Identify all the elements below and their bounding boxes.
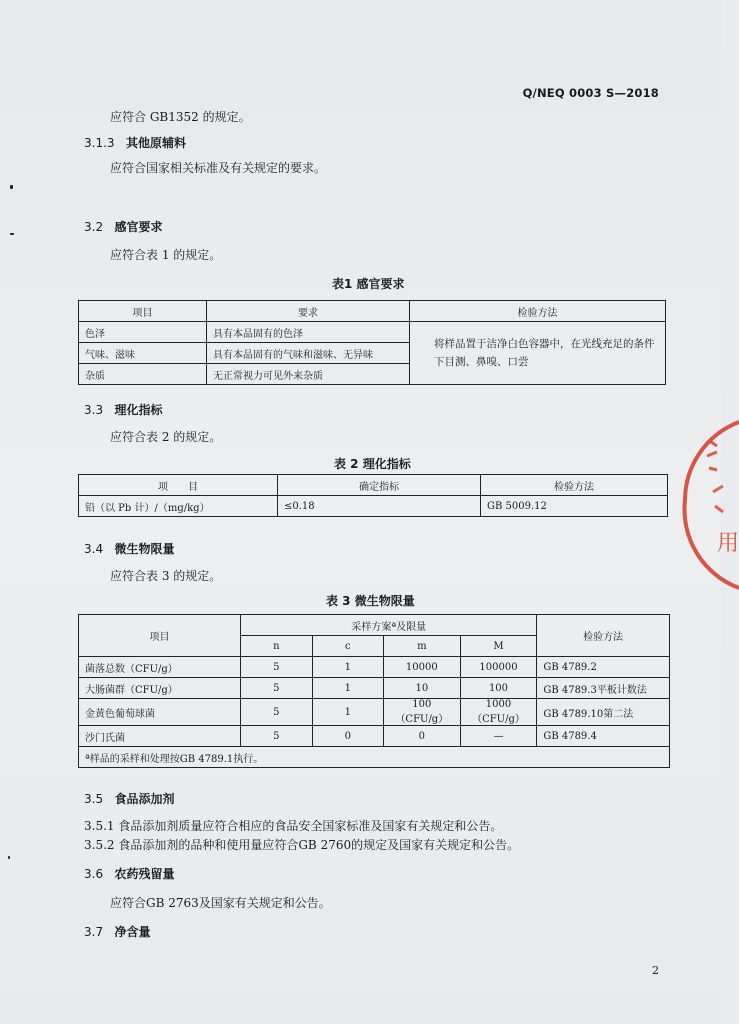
table-note-row: [79, 747, 670, 768]
section-number: 3.1.3: [84, 136, 115, 150]
section-number: 3.3: [84, 403, 104, 417]
table-microbial: [78, 614, 670, 768]
paragraph-3-5-2: 3.5.2 食品添加剂的品种和使用量应符合GB 2760的规定及国家有关规定和公告。: [84, 838, 520, 852]
paragraph-pesticide: 应符合GB 2763及国家有关规定和公告。: [110, 896, 331, 910]
paragraph-table3-ref: 应符合表 3 的规定。: [110, 569, 222, 583]
table-cell: 色泽: [79, 322, 207, 343]
table-cell-method: 将样品置于洁净白色容器中，在光线充足的条件下目测、鼻嗅、口尝: [410, 322, 666, 385]
table-header: 采样方案ª及限量: [241, 615, 537, 636]
table-cell: 1: [312, 678, 383, 699]
table-cell: GB 4789.3平板计数法: [537, 678, 670, 699]
page-number: 2: [652, 964, 659, 977]
table-cell: GB 4789.2: [537, 657, 670, 678]
table-sensory: [78, 300, 666, 385]
table-cell: 1: [312, 699, 383, 726]
section-title: 农药残留量: [114, 867, 175, 881]
section-title: 其他原辅料: [126, 136, 187, 150]
table2-caption: 表 2 理化指标: [334, 457, 411, 471]
table-row: [79, 699, 670, 726]
red-seal-stamp: [679, 420, 739, 590]
table-subheader: m: [383, 636, 460, 657]
table-cell: 金黄色葡萄球菌: [79, 699, 241, 726]
table-row: [79, 726, 670, 747]
section-title: 感官要求: [114, 220, 163, 234]
table-subheader: n: [241, 636, 312, 657]
paragraph-table1-ref: 应符合表 1 的规定。: [110, 248, 222, 262]
stamp-char: 用: [717, 531, 739, 556]
table-row: [79, 657, 670, 678]
section-3-3: [84, 401, 163, 418]
section-number: 3.4: [84, 542, 104, 556]
table-cell: ≤0.18: [278, 496, 481, 517]
table-cell: 100（CFU/g）: [383, 699, 460, 726]
table-row: [79, 496, 668, 517]
table-cell: 100000: [460, 657, 537, 678]
section-title: 理化指标: [114, 403, 163, 417]
standard-code: Q/NEQ 0003 S—2018: [522, 86, 659, 100]
table-cell: 具有本品固有的气味和滋味、无异味: [207, 343, 410, 364]
table-cell: GB 5009.12: [481, 496, 668, 517]
table-header: 项目: [79, 615, 241, 657]
table-cell: 1000（CFU/g）: [460, 699, 537, 726]
table-header: 确定指标: [278, 475, 481, 496]
table-cell: —: [460, 726, 537, 747]
table-header: 项目: [79, 301, 207, 322]
table-cell: 0: [312, 726, 383, 747]
table-cell: 气味、滋味: [79, 343, 207, 364]
table-cell: 10: [383, 678, 460, 699]
table-row: [79, 678, 670, 699]
table-cell: 5: [241, 699, 312, 726]
table-header: 检验方法: [481, 475, 668, 496]
section-number: 3.7: [84, 925, 104, 939]
section-3-1-3: [84, 134, 186, 151]
table-header-row: [79, 475, 668, 496]
paragraph-3-5-1: 3.5.1 食品添加剂质量应符合相应的食品安全国家标准及国家有关规定和公告。: [84, 819, 503, 833]
table-cell: 铅（以 Pb 计）/（mg/kg）: [79, 496, 278, 517]
table-cell: 无正常视力可见外来杂质: [207, 364, 410, 385]
table-subheader: c: [312, 636, 383, 657]
table-cell: 0: [383, 726, 460, 747]
section-number: 3.2: [84, 220, 104, 234]
table3-caption: 表 3 微生物限量: [326, 594, 415, 608]
table-cell: 5: [241, 657, 312, 678]
table-cell: 100: [460, 678, 537, 699]
table-row: [79, 322, 666, 343]
section-3-7: [84, 923, 151, 940]
table-cell: 1: [312, 657, 383, 678]
section-number: 3.5: [84, 792, 104, 806]
table-subheader: M: [460, 636, 537, 657]
table-header: 项 目: [79, 475, 278, 496]
section-3-5: [84, 790, 175, 807]
table-cell: 10000: [383, 657, 460, 678]
table-header-row: [79, 301, 666, 322]
table-note: ª样品的采样和处理按GB 4789.1执行。: [79, 747, 670, 768]
section-3-6: [84, 865, 175, 882]
table-header: 检验方法: [537, 615, 670, 657]
scan-speck: [10, 233, 14, 235]
table-cell: 菌落总数（CFU/g）: [79, 657, 241, 678]
paragraph-gb1352: 应符合 GB1352 的规定。: [110, 110, 251, 124]
table-cell: 5: [241, 678, 312, 699]
table-header: 检验方法: [410, 301, 666, 322]
scan-speck: [10, 185, 13, 189]
paragraph-table2-ref: 应符合表 2 的规定。: [110, 430, 222, 444]
table-header-row: [79, 615, 670, 636]
table1-caption: 表1 感官要求: [332, 277, 405, 291]
table-physicochemical: [78, 474, 668, 517]
section-title: 食品添加剂: [114, 792, 175, 806]
table-cell: 杂质: [79, 364, 207, 385]
table-header: 要求: [207, 301, 410, 322]
section-3-4: [84, 540, 175, 557]
section-title: 净含量: [114, 925, 151, 939]
table-cell: GB 4789.4: [537, 726, 670, 747]
table-cell: GB 4789.10第二法: [537, 699, 670, 726]
scan-speck: [8, 856, 10, 859]
section-title: 微生物限量: [114, 542, 175, 556]
table-cell: 沙门氏菌: [79, 726, 241, 747]
section-number: 3.6: [84, 867, 104, 881]
table-cell: 具有本品固有的色泽: [207, 322, 410, 343]
section-3-2: [84, 218, 163, 235]
table-cell: 大肠菌群（CFU/g）: [79, 678, 241, 699]
table-cell: 5: [241, 726, 312, 747]
paragraph-other-materials: 应符合国家相关标准及有关规定的要求。: [110, 161, 327, 175]
